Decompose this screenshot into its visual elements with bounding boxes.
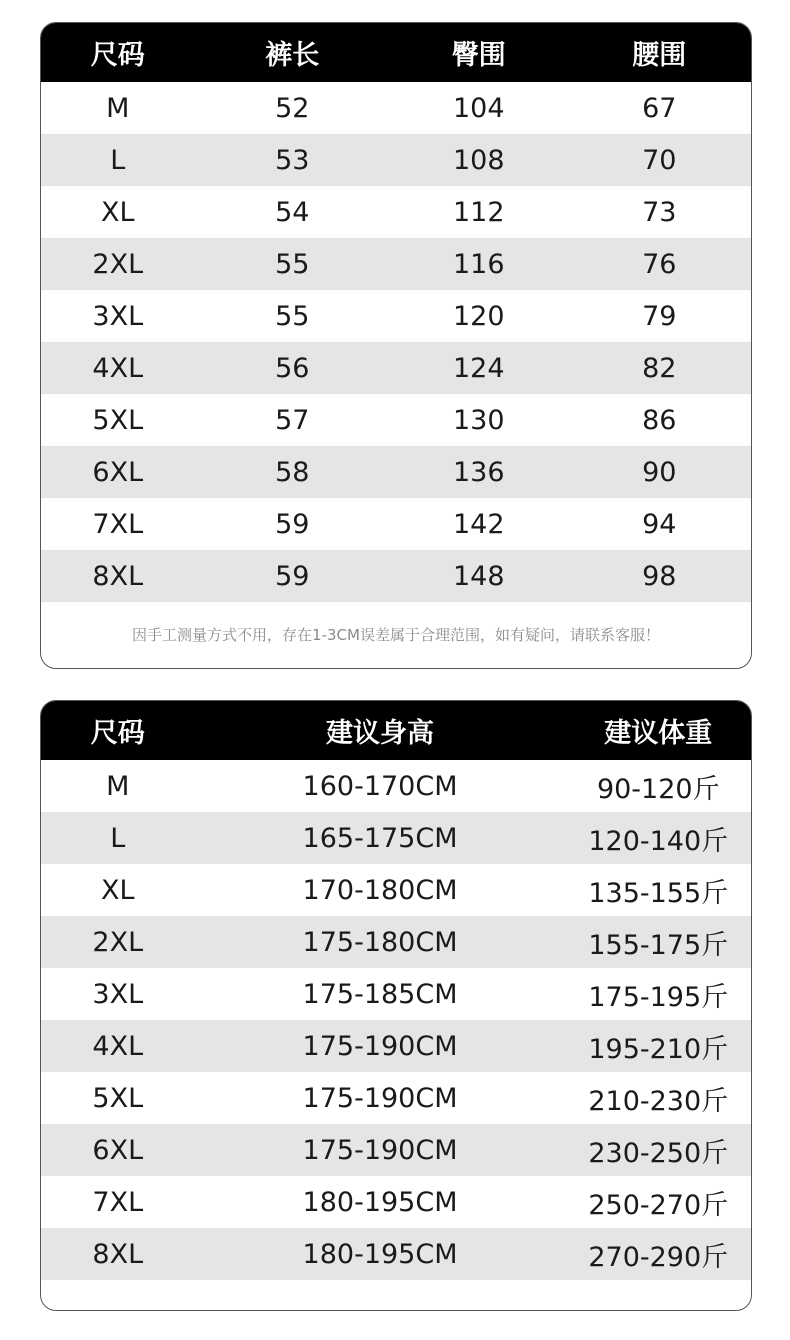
table-header [41,23,751,82]
size-measurement-table [40,22,752,669]
cell-height: 180-195CM [302,1238,458,1270]
recommendation-table [40,700,752,1311]
cell-weight: 230-250斤 [588,1137,729,1169]
cell-hip: 108 [452,144,505,176]
cell-height: 175-190CM [302,1134,458,1166]
cell-size: 2XL [92,248,144,280]
cell-waist: 82 [642,352,677,384]
cell-size: 3XL [92,978,144,1010]
cell-weight: 175-195斤 [588,981,729,1013]
header-pants-length: 裤长 [265,40,320,71]
cell-waist: 79 [642,300,677,332]
header-height: 建议身高 [326,718,435,749]
cell-size: 4XL [92,352,144,384]
cell-pants-length: 59 [275,508,310,540]
table-row [41,82,751,134]
table-row [41,290,751,342]
table-row [41,864,751,916]
cell-size: 8XL [92,560,144,592]
cell-size: 5XL [92,1082,144,1114]
cell-waist: 67 [642,92,677,124]
table-row [41,498,751,550]
cell-hip: 142 [452,508,505,540]
cell-waist: 70 [642,144,677,176]
table-header [41,701,751,760]
table-row [41,394,751,446]
cell-size: L [110,144,126,176]
cell-size: M [106,92,130,124]
cell-size: 5XL [92,404,144,436]
cell-waist: 73 [642,196,677,228]
cell-pants-length: 54 [275,196,310,228]
header-waist: 腰围 [632,40,687,71]
cell-weight: 120-140斤 [588,825,729,857]
cell-waist: 94 [642,508,677,540]
table-row [41,1176,751,1228]
table-row [41,238,751,290]
cell-hip: 148 [452,560,505,592]
cell-size: 3XL [92,300,144,332]
cell-size: 8XL [92,1238,144,1270]
cell-weight: 270-290斤 [588,1241,729,1273]
header-hip: 臀围 [451,40,506,71]
table-row [41,1124,751,1176]
cell-waist: 98 [642,560,677,592]
cell-height: 175-180CM [302,926,458,958]
cell-waist: 76 [642,248,677,280]
cell-size: M [106,770,130,802]
cell-pants-length: 58 [275,456,310,488]
cell-pants-length: 56 [275,352,310,384]
cell-size: 2XL [92,926,144,958]
cell-height: 175-190CM [302,1030,458,1062]
table-row [41,134,751,186]
table-row [41,760,751,812]
cell-weight: 90-120斤 [596,773,720,805]
table-row [41,812,751,864]
header-size: 尺码 [90,718,145,749]
header-weight: 建议体重 [604,718,713,749]
cell-weight: 195-210斤 [588,1033,729,1065]
cell-size: 6XL [92,456,144,488]
cell-pants-length: 53 [275,144,310,176]
cell-height: 160-170CM [302,770,458,802]
cell-hip: 136 [452,456,505,488]
cell-waist: 86 [642,404,677,436]
cell-hip: 104 [452,92,505,124]
cell-size: 6XL [92,1134,144,1166]
cell-size: 7XL [92,508,144,540]
cell-size: XL [101,196,135,228]
cell-hip: 130 [452,404,505,436]
cell-height: 165-175CM [302,822,458,854]
table-row [41,1072,751,1124]
cell-pants-length: 55 [275,248,310,280]
table-row [41,342,751,394]
cell-size: 7XL [92,1186,144,1218]
cell-size: 4XL [92,1030,144,1062]
cell-height: 170-180CM [302,874,458,906]
cell-hip: 112 [452,196,505,228]
cell-height: 175-190CM [302,1082,458,1114]
cell-weight: 135-155斤 [588,877,729,909]
table-row [41,916,751,968]
measurement-note: 因手工测量方式不用，存在1-3CM误差属于合理范围，如有疑问，请联系客服！ [132,626,660,644]
table-row [41,1020,751,1072]
cell-pants-length: 59 [275,560,310,592]
table-row [41,1228,751,1280]
cell-size: L [110,822,126,854]
table-row [41,550,751,602]
cell-pants-length: 55 [275,300,310,332]
cell-height: 180-195CM [302,1186,458,1218]
table-row [41,968,751,1020]
cell-pants-length: 52 [275,92,310,124]
table-row [41,186,751,238]
cell-weight: 210-230斤 [588,1085,729,1117]
table-row [41,446,751,498]
cell-waist: 90 [642,456,677,488]
cell-height: 175-185CM [302,978,458,1010]
header-size: 尺码 [90,40,145,71]
cell-hip: 120 [452,300,505,332]
cell-size: XL [101,874,135,906]
cell-pants-length: 57 [275,404,310,436]
cell-hip: 116 [452,248,505,280]
cell-weight: 250-270斤 [588,1189,729,1221]
cell-hip: 124 [452,352,505,384]
cell-weight: 155-175斤 [588,929,729,961]
